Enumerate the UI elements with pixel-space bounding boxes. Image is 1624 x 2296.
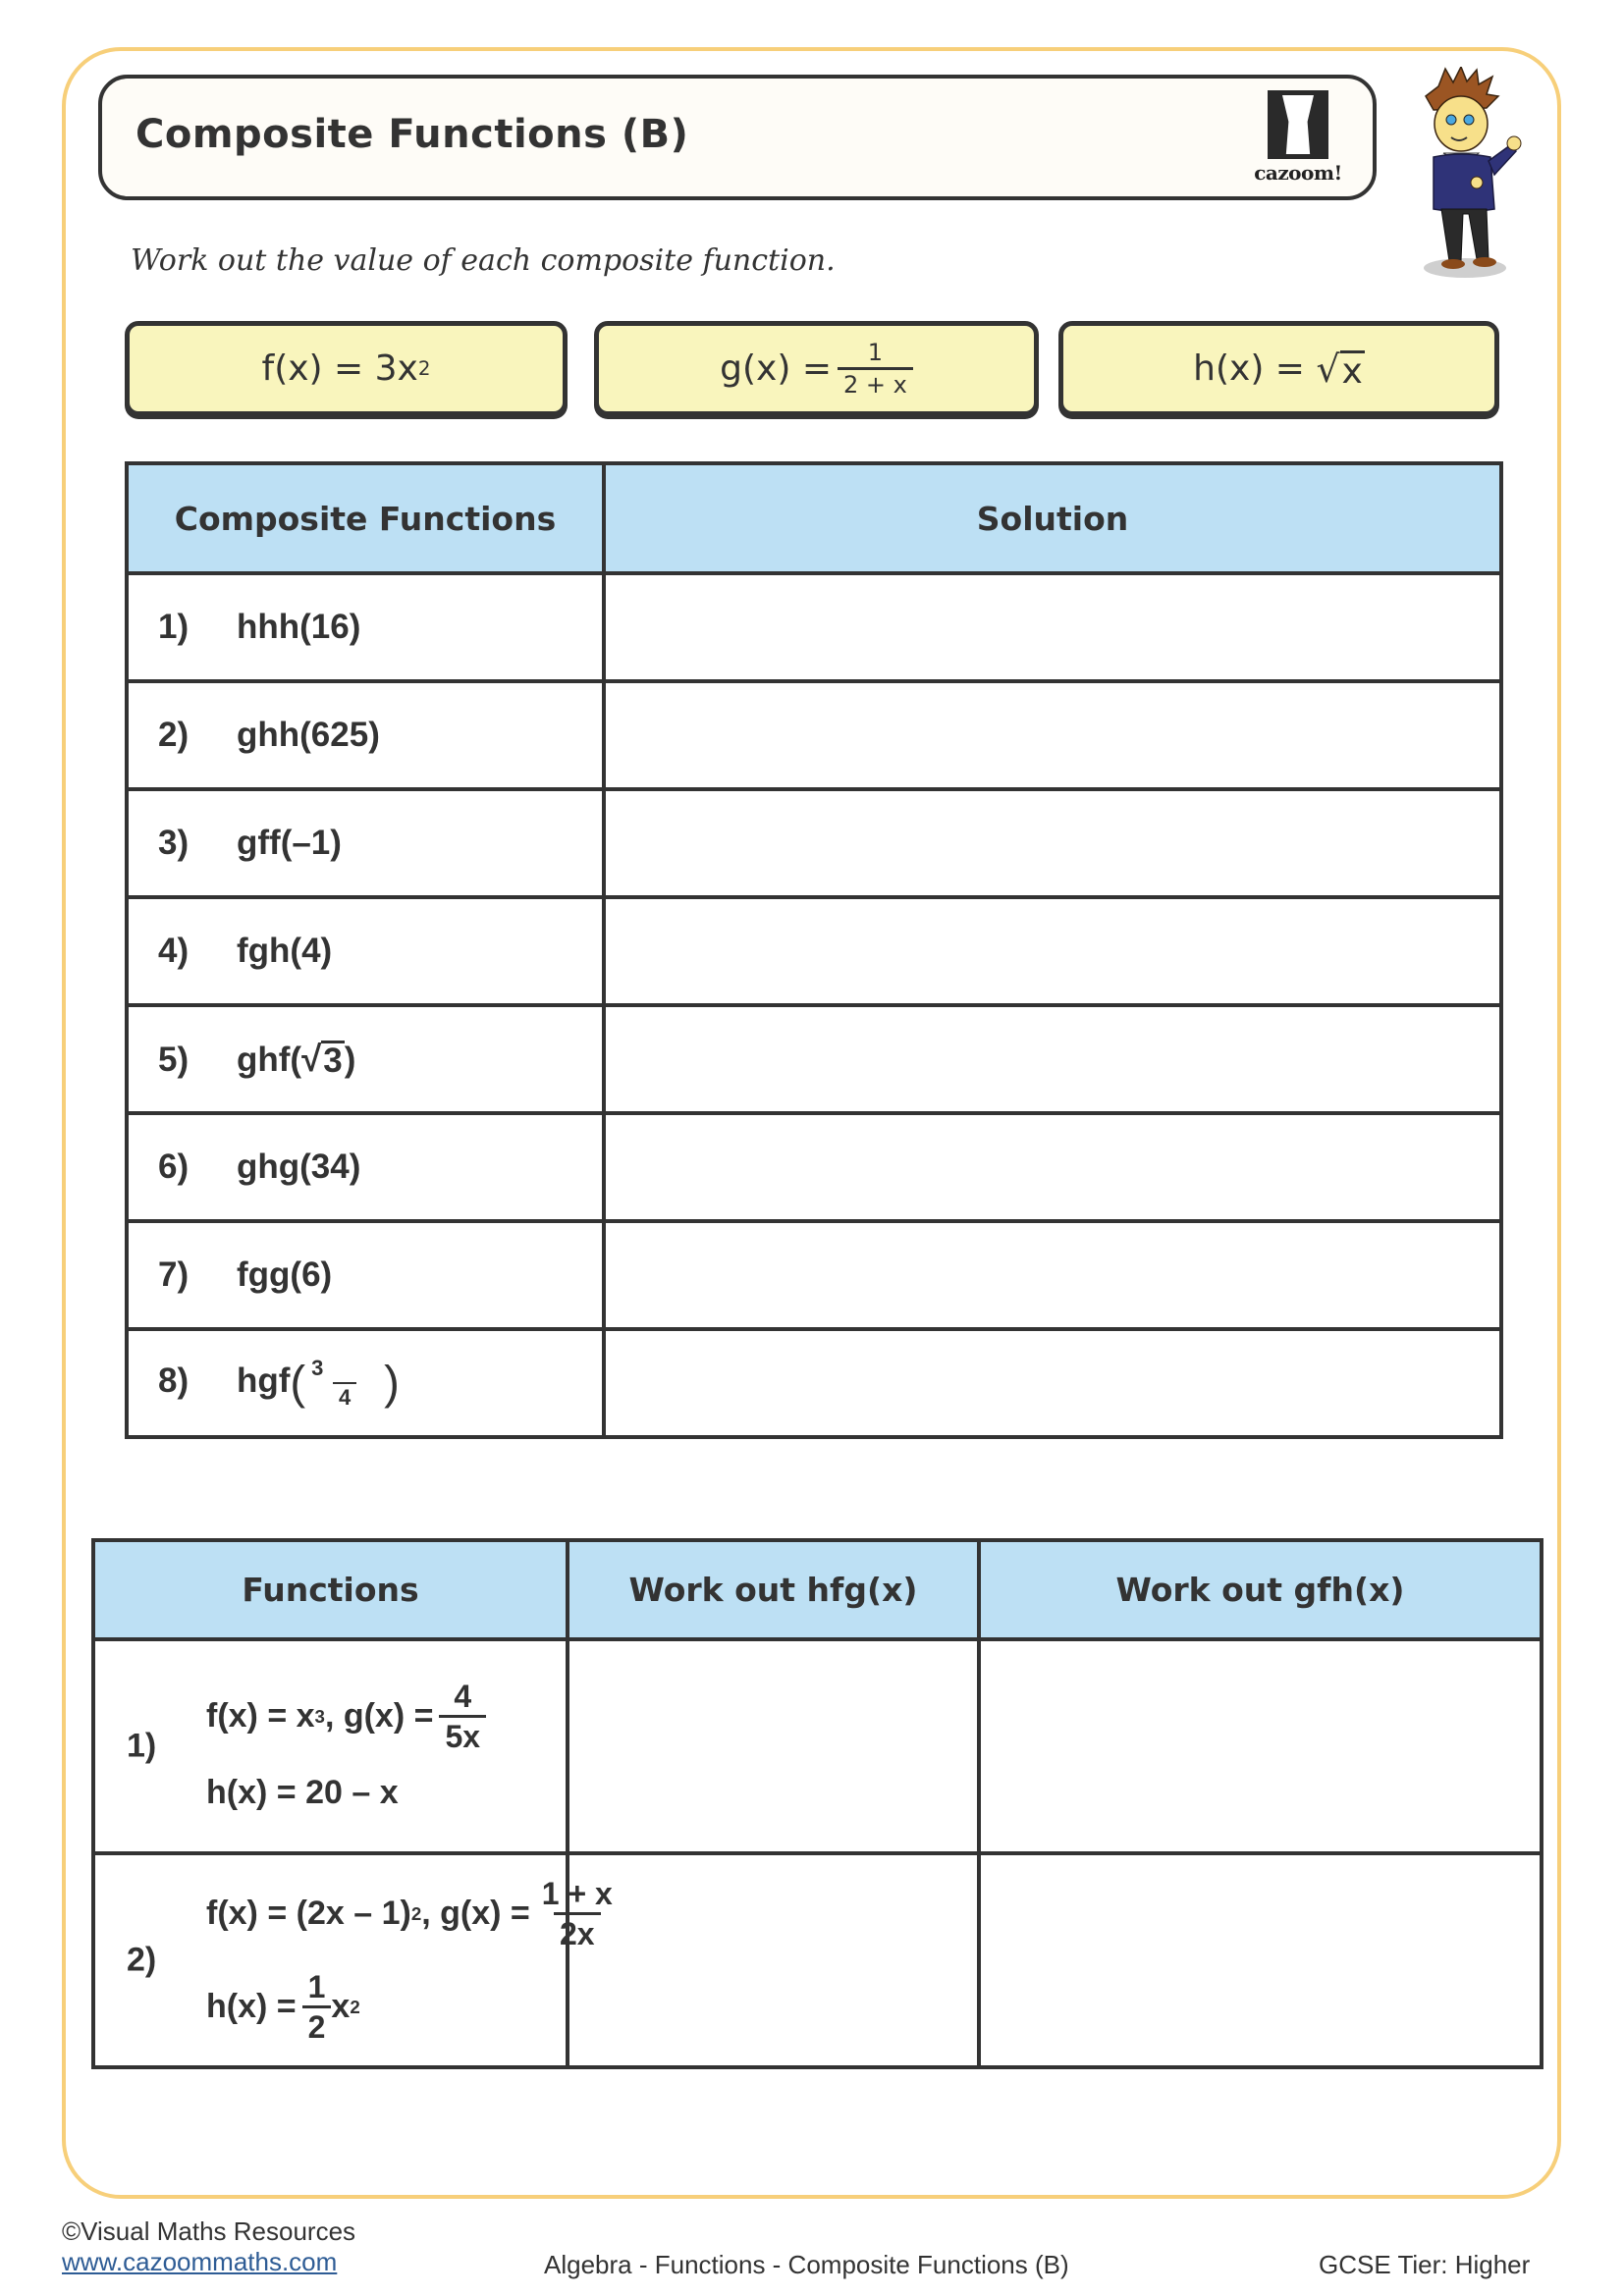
header-work-out-gfh: Work out gfh(x) xyxy=(979,1540,1542,1639)
function-g-definition xyxy=(594,321,1039,416)
question-expression: ghg(34) xyxy=(237,1148,361,1186)
composite-functions-table xyxy=(125,461,1503,1439)
function-h-definition xyxy=(1058,321,1499,416)
g-denominator: 2 + x xyxy=(838,367,913,397)
solution-cell[interactable] xyxy=(604,1221,1501,1329)
table-row: 8) hgf( $\frac{3}{4}$ ) xyxy=(127,1329,1501,1437)
solution-cell[interactable] xyxy=(604,1329,1501,1437)
functions-cell: 2) f(x) = (2x – 1) 2 , g(x) = $\frac{1 + x}{2x}$ h(x) = $\frac{1}{2}$ x 2 xyxy=(93,1853,568,2067)
cazoom-logo xyxy=(1249,90,1347,188)
function-line: f(x) = x 3 , g(x) = $\frac{4}{5x}$ xyxy=(206,1681,486,1752)
question-expression: hgf( $\frac{3}{4}$ ) xyxy=(237,1356,400,1410)
question-expression: fgg(6) xyxy=(237,1255,333,1294)
drum-logo-icon xyxy=(1268,90,1328,159)
footer-credits xyxy=(62,2216,355,2277)
header-composite-functions: Composite Functions xyxy=(127,463,604,573)
table-row xyxy=(93,1639,1542,1853)
table-row: 3) gff(–1) xyxy=(127,789,1501,897)
title-box xyxy=(98,75,1377,200)
functions-cell: 1) f(x) = x 3 , g(x) = $\frac{4}{5x}$ h(x) = 20 – x xyxy=(93,1639,568,1853)
sqrt-icon: √ 3 xyxy=(301,1039,343,1081)
solution-cell[interactable] xyxy=(604,573,1501,681)
solution-cell[interactable] xyxy=(604,1005,1501,1113)
f-lhs: f(x) = 3x xyxy=(261,348,418,389)
table-row: 6) ghg(34) xyxy=(127,1113,1501,1221)
hfg-answer-cell[interactable] xyxy=(568,1639,979,1853)
instruction-text: Work out the value of each composite function. xyxy=(131,243,836,278)
table-row: 1) hhh(16) xyxy=(127,573,1501,681)
question-expression: fgh(4) xyxy=(237,932,333,970)
hfg-answer-cell[interactable] xyxy=(568,1853,979,2067)
g-numerator: 1 xyxy=(867,339,884,366)
cartoon-boy-thumbs-up-icon xyxy=(1404,67,1527,283)
fraction: $\frac{1 + x}{2x}$ xyxy=(541,1876,613,1951)
table-row: 7) fgg(6) xyxy=(127,1221,1501,1329)
solution-cell[interactable] xyxy=(604,1113,1501,1221)
h-lhs: h(x) = xyxy=(1193,348,1305,389)
question-expression: hhh(16) xyxy=(237,608,361,646)
question-expression: ghh(625) xyxy=(237,716,380,754)
website-link[interactable]: www.cazoommaths.com xyxy=(62,2247,338,2276)
header-work-out-hfg: Work out hfg(x) xyxy=(568,1540,979,1639)
g-fraction xyxy=(838,341,913,397)
question-expression: ghf( √ 3 ) xyxy=(237,1039,356,1081)
header-functions: Functions xyxy=(93,1540,568,1639)
copyright-text: ©Visual Maths Resources xyxy=(62,2216,356,2246)
header-solution: Solution xyxy=(604,463,1501,573)
h-radicand: x xyxy=(1341,350,1363,392)
solution-cell[interactable] xyxy=(604,681,1501,789)
sqrt-icon: √ x xyxy=(1316,347,1363,392)
gfh-answer-cell[interactable] xyxy=(979,1853,1542,2067)
table-row: 4) fgh(4) xyxy=(127,897,1501,1005)
function-line: f(x) = (2x – 1) 2 , g(x) = $\frac{1 + x}{2x}$ xyxy=(206,1878,619,1949)
function-line: h(x) = 20 – x xyxy=(206,1774,399,1811)
question-expression: gff(–1) xyxy=(237,824,342,862)
fraction: $\frac{3}{4}$ xyxy=(305,1358,384,1409)
gfh-answer-cell[interactable] xyxy=(979,1639,1542,1853)
fraction: $\frac{1}{2}$ xyxy=(302,1971,332,2043)
g-lhs: g(x) = xyxy=(720,348,832,389)
work-out-table xyxy=(91,1538,1543,2069)
solution-cell[interactable] xyxy=(604,789,1501,897)
table-row: 5) ghf( √ 3 ) xyxy=(127,1005,1501,1113)
fraction: $\frac{4}{5x}$ xyxy=(439,1681,486,1752)
table-row xyxy=(93,1853,1542,2067)
footer-tier: GCSE Tier: Higher xyxy=(1319,2250,1531,2279)
page-title: Composite Functions (B) xyxy=(135,112,689,157)
f-exponent: 2 xyxy=(417,357,431,380)
table-row: 2) ghh(625) xyxy=(127,681,1501,789)
function-line: h(x) = $\frac{1}{2}$ x 2 xyxy=(206,1969,360,2045)
solution-cell[interactable] xyxy=(604,897,1501,1005)
footer-topic: Algebra - Functions - Composite Functions (B) xyxy=(544,2250,1069,2279)
logo-text: cazoom! xyxy=(1254,161,1342,185)
function-f-definition xyxy=(125,321,568,416)
